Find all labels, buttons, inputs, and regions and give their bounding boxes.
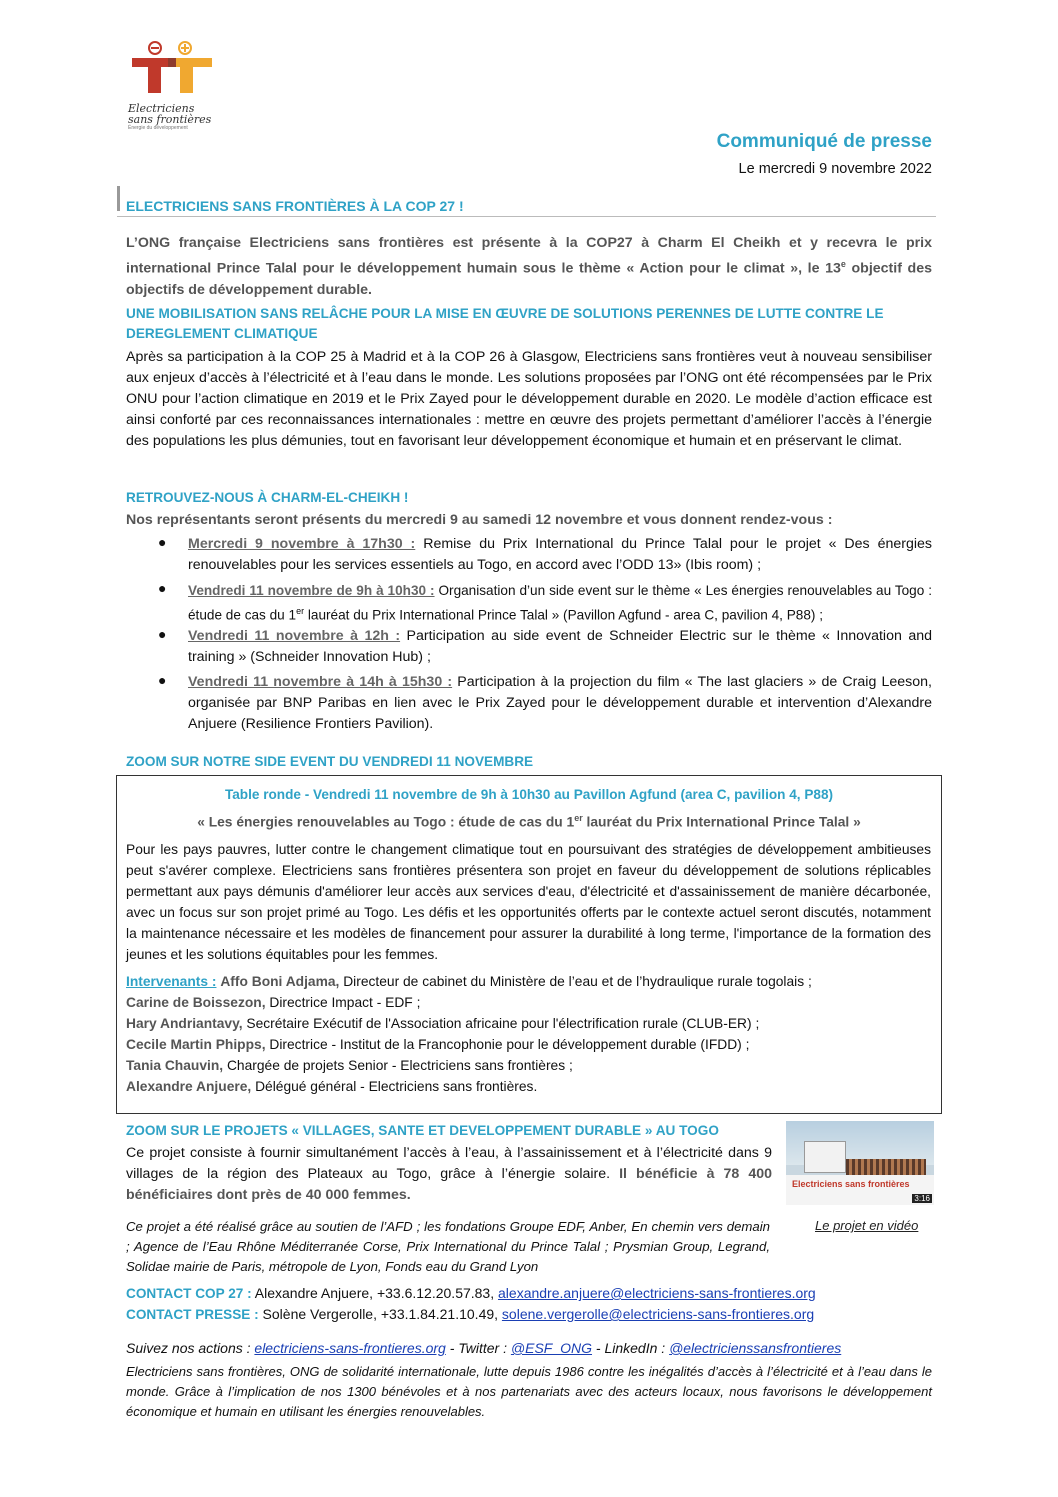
agenda-item: ● Vendredi 11 novembre de 9h à 10h30 : Organisation d’un side event sur le thème « Les énergies renouvelables au Togo : étude de cas du 1er lauréat du Prix International Prince Talal » (Pavillon Agfund - area C, pavilion 4, P88) ; [158, 580, 932, 623]
agenda-item: ● Vendredi 11 novembre à 12h : Participation au side event de Schneider Electric sur le thème « Innovation and training » (Schneider Innovation Hub) ; [158, 626, 932, 665]
headline-rule [117, 186, 120, 211]
headline-underline [117, 216, 936, 217]
side-event-box-title: Table ronde - Vendredi 11 novembre de 9h à 10h30 au Pavillon Agfund (area C, pavilion 4, P88) [224, 787, 834, 802]
bullet-icon: ● [158, 580, 167, 596]
section-mobilisation-title: UNE MOBILISATION SANS RELÂCHE POUR LA MISE EN ŒUVRE DE SOLUTIONS PERENNES DE LUTTE CONTRE LE DEREGLEMENT CLIMATIQUE [126, 306, 884, 341]
side-event-box [116, 775, 942, 1114]
bullet-icon: ● [158, 534, 167, 550]
agenda-item: ● Vendredi 11 novembre à 14h à 15h30 : Participation à la projection du film « The last glaciers » de Craig Leeson, organisée par BNP Paribas en lien avec le Prix Zayed pour le développement durable et intervention d’Alexandre Anjuere (Resilience Frontiers Pavilion). [158, 672, 932, 732]
logo-line2: sans frontières [128, 113, 212, 126]
contact-cop: CONTACT COP 27 : Alexandre Anjuere, +33.6.12.20.57.83, alexandre.anjuere@electriciens-sans-frontieres.org [126, 1285, 816, 1301]
side-event-box-subtitle: « Les énergies renouvelables au Togo : étude de cas du 1er lauréat du Prix International Prince Talal » [197, 813, 861, 830]
contact-cop-email[interactable]: alexandre.anjuere@electriciens-sans-frontieres.org [498, 1285, 816, 1301]
speaker-row: Alexandre Anjuere, Délégué général - Electriciens sans frontières. [126, 1078, 538, 1094]
agenda-date: Vendredi 11 novembre à 14h à 15h30 : [188, 674, 453, 690]
press-release-date: Le mercredi 9 novembre 2022 [738, 161, 932, 177]
speakers-list [126, 971, 931, 1097]
twitter-link[interactable]: @ESF_ONG [510, 1340, 593, 1356]
section-charm-title: RETROUVEZ-NOUS À CHARM-EL-CHEIKH ! [126, 490, 409, 505]
logo [128, 40, 228, 130]
about-ngo: Electriciens sans frontières, ONG de solidarité internationale, lutte depuis 1986 contre les inégalités d’accès à l’électricité et à l’eau dans le monde. Grâce à l’implication de nos 1300 bénévoles et à nos partenariats avec des acteurs locaux, nous favorisons le développement économique et humain en utilisant les énergies renouvelables. [126, 1364, 932, 1419]
section-charm-lead: Nos représentants seront présents du mercredi 9 au samedi 12 novembre et vous donnent rendez-vous : [126, 512, 833, 528]
bullet-icon: ● [158, 672, 167, 688]
agenda-date: Vendredi 11 novembre à 12h : [188, 628, 401, 644]
speaker-row: Intervenants : Affo Boni Adjama, Directeur de cabinet du Ministère de l’eau et de l’hydraulique rurale togolais ; [126, 973, 812, 989]
contact-press-email[interactable]: solene.vergerolle@electriciens-sans-frontieres.org [501, 1306, 815, 1322]
intro-paragraph: L’ONG française Electriciens sans frontières est présente à la COP27 à Charm El Cheikh et y recevra le prix international Prince Talal pour le développement humain sous le thème « Action pour le climat », le 13e objectif des objectifs de développement durable. [126, 235, 933, 298]
crowd-shape [846, 1159, 926, 1175]
contact-press: CONTACT PRESSE : Solène Vergerolle, +33.1.84.21.10.49, solene.vergerolle@electriciens-sans-frontieres.org [126, 1306, 815, 1322]
agenda-item: ● Mercredi 9 novembre à 17h30 : Remise du Prix International du Prince Talal pour le projet « Des énergies renouvelables pour les services essentiels au Togo, en accord avec l’ODD 13» (Ibis room) ; [158, 534, 932, 573]
project-video-link[interactable]: Le projet en vidéo [815, 1218, 919, 1233]
section-togo-title: ZOOM SUR LE PROJETS « VILLAGES, SANTE ET DEVELOPPEMENT DURABLE » AU TOGO [126, 1123, 719, 1138]
section-mobilisation-body: Après sa participation à la COP 25 à Madrid et à la COP 26 à Glasgow, Electriciens sans frontières veut à nouveau sensibiliser aux enjeux d’accès à l’électricité et à l’eau dans le monde. Les solutions proposées par l’ONG ont été récompensées par le Prix ONU pour l’action climatique en 2019 et le Prix Zayed pour le développement durable en 2020. Le modèle d’action efficace est ainsi conforté par ces reconnaissances internationales : mettre en œuvre des projets permettant d’améliorer l’accès à l’énergie des populations les plus démunies, tout en favorisant leur développement économique et humain et en préservant le climat. [126, 349, 932, 449]
logo-tagline: Énergie du développement [128, 125, 188, 131]
side-event-box-body: Pour les pays pauvres, lutter contre le changement climatique tout en poursuivant des stratégies de développement ambitieuses peut s'avérer complexe. Electriciens sans frontières présentera son projet en faveur du développement de solutions réplicables permettant aux pays démunis d'améliorer leur accès aux services d'eau, d'électricité et d'assainissement de manière décarbonée, avec un focus sur son projet primé au Togo. Les défis et les opportunités offerts par le contexte actuel seront discutés, notamment la maintenance nécessaire et les modèles de financement pour assurer la durabilité à long terme, l'importance de la formation des jeunes et les solutions équitables pour les femmes. [126, 841, 931, 962]
bullet-icon: ● [158, 626, 167, 642]
speaker-row: Tania Chauvin, Chargée de projets Senior - Electriciens sans frontières ; [126, 1057, 573, 1073]
video-duration: 3:16 [914, 1194, 930, 1203]
speaker-row: Carine de Boissezon, Directrice Impact - EDF ; [126, 994, 421, 1010]
project-video-thumbnail[interactable] [786, 1121, 934, 1205]
speaker-row: Cecile Martin Phipps, Directrice - Institut de la Francophonie pour le développement durable (IFDD) ; [126, 1036, 750, 1052]
project-credits: Ce projet a été réalisé grâce au soutien de l’AFD ; les fondations Groupe EDF, Anber, En chemin vers demain ; Agence de l’Eau Rhône Méditerranée Corse, Prix International du Prince Talal ; Prysmian Group, Legrand, Solidae mairie de Paris, métropole de Lyon, Fonds eau du Grand Lyon [126, 1219, 770, 1274]
logo-mark [128, 40, 228, 100]
press-release-title: Communiqué de presse [716, 131, 932, 152]
agenda-date: Mercredi 9 novembre à 17h30 : [188, 536, 416, 552]
headline: ELECTRICIENS SANS FRONTIÈRES À LA COP 27 ! [126, 198, 464, 214]
section-togo-body: Ce projet consiste à fournir simultanément l’accès à l’eau, à l’assainissement et à l’électricité dans 9 villages de la région des Plateaux au Togo, grâce à l’énergie solaire. Il bénéficie à 78 400 bénéficiaires dont près de 40 000 femmes. [126, 1145, 773, 1203]
linkedin-link[interactable]: @electricienssansfrontieres [669, 1340, 842, 1356]
website-link[interactable]: electriciens-sans-frontieres.org [254, 1340, 446, 1356]
building-shape [804, 1141, 846, 1173]
speaker-row: Hary Andriantavy, Secrétaire Exécutif de l'Association africaine pour l'électrification rurale (CLUB-ER) ; [126, 1015, 760, 1031]
video-banner: Electriciens sans frontières [792, 1179, 910, 1189]
agenda-date: Vendredi 11 novembre de 9h à 10h30 : [188, 583, 435, 598]
section-side-event-title: ZOOM SUR NOTRE SIDE EVENT DU VENDREDI 11 NOVEMBRE [126, 754, 534, 769]
logo-line1: Electriciens [128, 102, 195, 115]
follow-us: Suivez nos actions : electriciens-sans-frontieres.org - Twitter : @ESF_ONG - LinkedIn : @electricienssansfrontieres [126, 1340, 842, 1356]
